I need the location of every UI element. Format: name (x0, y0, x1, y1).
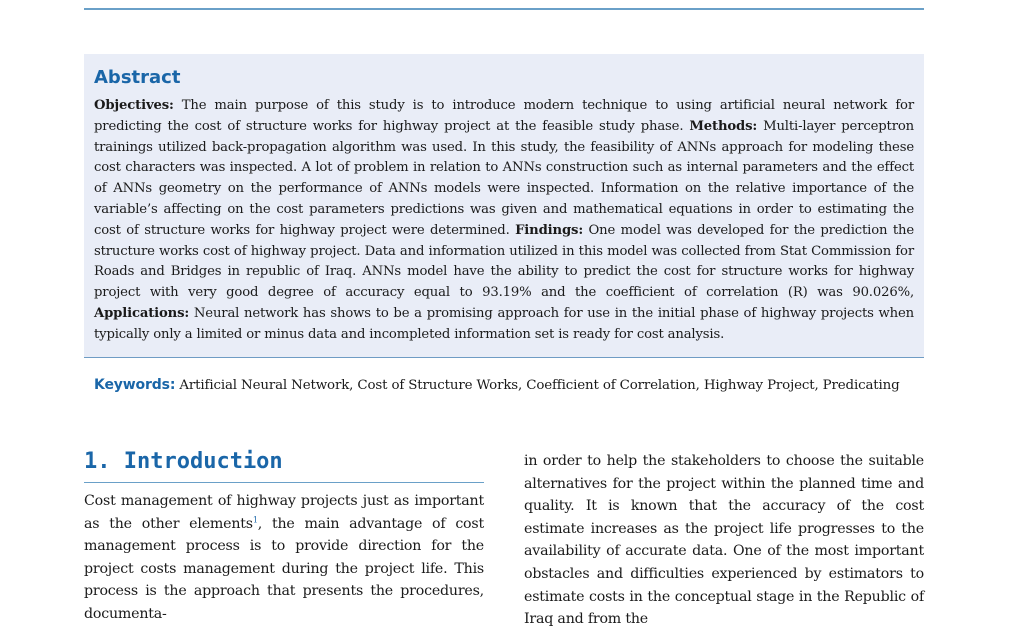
findings-label: Findings: (515, 222, 584, 238)
objectives-label: Objectives: (94, 98, 174, 113)
abstract-text (94, 96, 914, 346)
intro-text-part2: , the main advantage of cost management process is to provide direction for the project costs management during the project life. This process is the approach that presents the procedures, documenta- (84, 515, 484, 622)
introduction-left-text (84, 490, 484, 626)
methods-text: Multi-layer perceptron trainings utilized back-propagation algorithm was used. In this study, the feasibility of ANNs approach for modeling these cost characters was inspected. A lot of problem in relation to ANNs construction such as internal parameters and the effect of ANNs geometry on the performance of ANNs models were inspected. Information on the relative importance of the variable’s affecting on the cost parameters predictions was given and mathematical equations in order to estimating the cost of structure works for highway project were determined. (94, 118, 914, 238)
applications-text: Neural network has shows to be a promising approach for use in the initial phase of highway projects when typically only a limited or minus data and incompleted information set is ready for cost analysis. (94, 305, 914, 342)
abstract-title: Abstract (94, 67, 181, 88)
left-column (84, 448, 484, 626)
methods-label: Methods: (689, 118, 758, 134)
findings-text: One model was developed for the prediction the structure works cost of highway project. Data and information utilized in this model was collected from Stat Commission for Roads and Bridges in republic of Iraq. ANNs model have the ability to predict the cost for structure works for highway project with very good degree of accuracy equal to 93.19% and the coefficient of correlation (R) was 90.026%, (94, 222, 914, 301)
objectives-text: The main purpose of this study is to introduce modern technique to using artificial neural network for predicting the cost of structure works for highway project at the feasible study phase. (94, 98, 914, 134)
header-rule (84, 8, 924, 10)
keywords-text: Artificial Neural Network, Cost of Structure Works, Coefficient of Correlation, Highway Project, Predicating (175, 378, 900, 393)
introduction-heading: 1. Introduction (84, 448, 484, 483)
abstract-box (84, 54, 924, 358)
footnote-reference-link[interactable]: 1 (252, 514, 258, 524)
intro-text-part1: Cost management of highway projects just as important as the other elements (84, 493, 484, 532)
right-column (524, 450, 924, 631)
applications-label: Applications: (94, 305, 190, 321)
keywords-label: Keywords: (94, 377, 176, 393)
introduction-right-text: in order to help the stakeholders to choose the suitable alternatives for the project within the planned time and quality. It is known that the accuracy of the cost estimate increases as the project life progresses to the availability of accurate data. One of the most important obstacles and difficulties experienced by estimators to estimate costs in the conceptual stage in the Republic of Iraq and from the (524, 453, 924, 628)
keywords (94, 375, 924, 396)
